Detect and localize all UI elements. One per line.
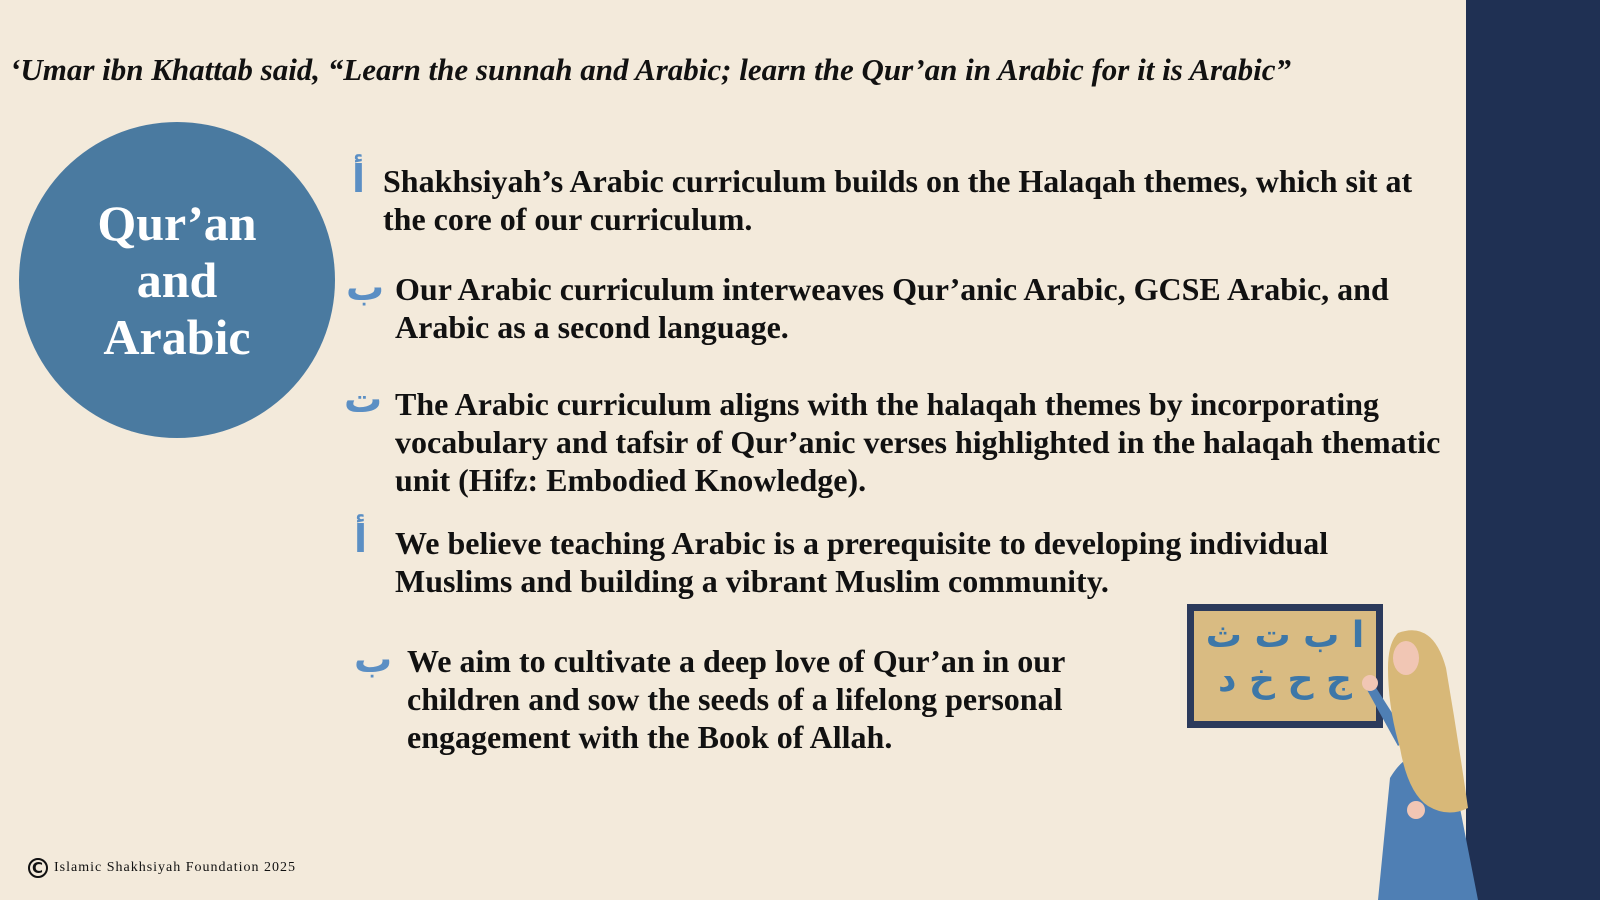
bullet-text-5: We aim to cultivate a deep love of Qur’an in our children and sow the seeds of a lifelong personal engagement with the Book of Allah.	[407, 643, 1065, 755]
bullet-glyph-4: أ	[354, 517, 368, 561]
bullet-glyph-1: أ	[352, 157, 366, 201]
topic-circle	[19, 122, 335, 438]
footer-text: Islamic Shakhsiyah Foundation 2025	[54, 860, 297, 875]
bullet-glyph-3: ت	[344, 377, 383, 421]
bullet-text-4: We believe teaching Arabic is a prerequisite to developing individual Muslims and building a vibrant Muslim community.	[395, 525, 1329, 599]
bullet-glyph-2: ب	[346, 265, 385, 309]
quote-heading: ‘Umar ibn Khattab said, “Learn the sunnah and Arabic; learn the Qur’an in Arabic for it is Arabic”	[10, 52, 1291, 87]
topic-line-1: Qur’an	[97, 194, 257, 251]
alphabet-board	[1187, 604, 1383, 728]
bullet-text-2: Our Arabic curriculum interweaves Qur’anic Arabic, GCSE Arabic, and Arabic as a second language.	[395, 271, 1389, 345]
board-row-1: ا ب ت ث	[1205, 615, 1365, 656]
footer	[28, 858, 296, 878]
topic-line-2: and	[136, 251, 218, 308]
bullet-glyph-5: ب	[354, 637, 393, 681]
bullet-text-3: The Arabic curriculum aligns with the halaqah themes by incorporating vocabulary and tafsir of Qur’anic verses highlighted in the halaqah thematic unit (Hifz: Embodied Knowledge).	[395, 386, 1441, 498]
topic-line-3: Arabic	[103, 308, 251, 365]
teacher-illustration	[1358, 628, 1508, 900]
copyright-icon: C	[28, 858, 48, 878]
board-row-2: ج ح خ د	[1218, 659, 1352, 700]
bullet-text-1: Shakhsiyah’s Arabic curriculum builds on the Halaqah themes, which sit at the core of our curriculum.	[383, 163, 1413, 237]
